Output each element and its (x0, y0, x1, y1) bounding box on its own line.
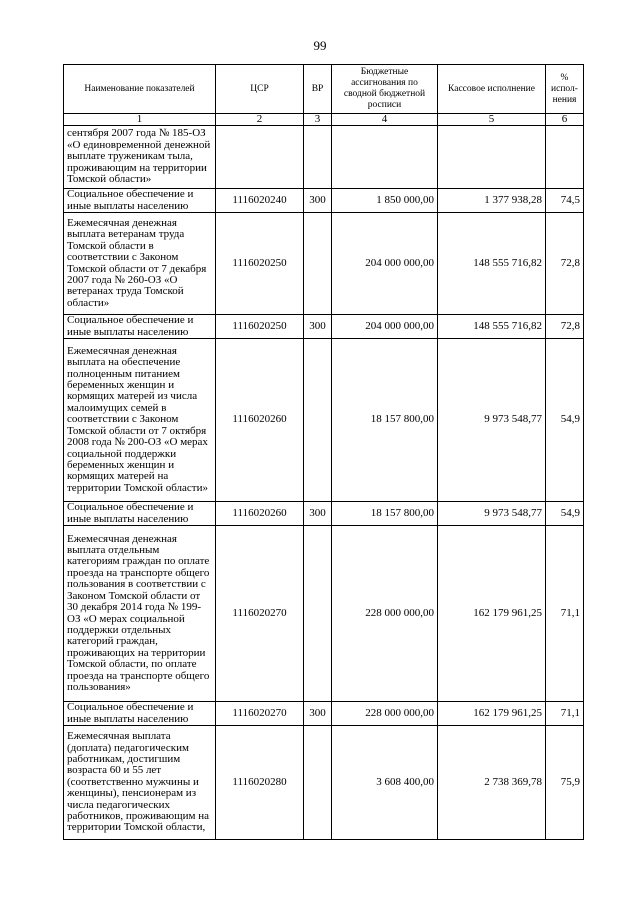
row-execution: 148 555 716,82 (438, 213, 546, 315)
row-assignments: 228 000 000,00 (332, 526, 438, 702)
row-execution: 148 555 716,82 (438, 315, 546, 339)
row-vr: 300 (304, 315, 332, 339)
header-vr: ВР (304, 65, 332, 114)
row-execution: 2 738 369,78 (438, 726, 546, 840)
row-vr (304, 126, 332, 189)
row-name: Социальное обеспечение и иные выплаты населению (64, 315, 216, 339)
col-number: 3 (304, 114, 332, 126)
row-csr (216, 126, 304, 189)
row-execution: 162 179 961,25 (438, 702, 546, 726)
row-percent: 71,1 (546, 526, 584, 702)
row-assignments: 18 157 800,00 (332, 502, 438, 526)
row-assignments: 3 608 400,00 (332, 726, 438, 840)
table-row (64, 315, 584, 339)
table-row (64, 526, 584, 702)
col-number: 1 (64, 114, 216, 126)
row-assignments: 204 000 000,00 (332, 213, 438, 315)
row-execution: 1 377 938,28 (438, 189, 546, 213)
row-csr: 1116020270 (216, 526, 304, 702)
column-number-row (64, 114, 584, 126)
row-name: Ежемесячная денежная выплата отдельным категориям граждан по оплате проезда на транспорте общего пользования в соответствии с Законом Томской области от 30 декабря 2014 года № 199-ОЗ «О мерах социальной поддержки отдельных категорий граждан, проживающих на территории Томской области, по оплате проезда на транспорте общего пользования» (64, 526, 216, 702)
header-assignments: Бюджетные ассигнования по сводной бюджетной росписи (332, 65, 438, 114)
col-number: 5 (438, 114, 546, 126)
row-assignments: 18 157 800,00 (332, 339, 438, 502)
page-number: 99 (313, 38, 327, 53)
table-row (64, 726, 584, 840)
table-row (64, 126, 584, 189)
header-csr: ЦСР (216, 65, 304, 114)
row-vr (304, 726, 332, 840)
row-name: Социальное обеспечение и иные выплаты населению (64, 189, 216, 213)
col-number: 6 (546, 114, 584, 126)
row-csr: 1116020270 (216, 702, 304, 726)
row-csr: 1116020240 (216, 189, 304, 213)
row-csr: 1116020250 (216, 213, 304, 315)
header-name: Наименование показателей (64, 65, 216, 114)
row-percent (546, 126, 584, 189)
row-vr: 300 (304, 502, 332, 526)
table-row (64, 702, 584, 726)
row-csr: 1116020260 (216, 502, 304, 526)
row-percent: 71,1 (546, 702, 584, 726)
row-csr: 1116020280 (216, 726, 304, 840)
row-percent: 54,9 (546, 339, 584, 502)
row-csr: 1116020250 (216, 315, 304, 339)
budget-table (63, 64, 584, 840)
table-row (64, 339, 584, 502)
row-execution: 9 973 548,77 (438, 502, 546, 526)
row-execution: 9 973 548,77 (438, 339, 546, 502)
row-vr (304, 339, 332, 502)
row-assignments: 228 000 000,00 (332, 702, 438, 726)
table-row (64, 502, 584, 526)
row-percent: 75,9 (546, 726, 584, 840)
row-name: Ежемесячная выплата (доплата) педагогическим работникам, достигшим возраста 60 и 55 лет (соответственно мужчины и женщины), пенсионерам из числа педагогических работников, проживающим на территории Томской области, (64, 726, 216, 840)
row-assignments (332, 126, 438, 189)
col-number: 4 (332, 114, 438, 126)
row-name: Социальное обеспечение и иные выплаты населению (64, 502, 216, 526)
row-execution: 162 179 961,25 (438, 526, 546, 702)
row-percent: 72,8 (546, 315, 584, 339)
row-percent: 74,5 (546, 189, 584, 213)
row-csr: 1116020260 (216, 339, 304, 502)
table-row (64, 213, 584, 315)
row-percent: 72,8 (546, 213, 584, 315)
header-execution: Кассовое исполнение (438, 65, 546, 114)
row-vr (304, 526, 332, 702)
col-number: 2 (216, 114, 304, 126)
row-vr: 300 (304, 189, 332, 213)
row-execution (438, 126, 546, 189)
row-assignments: 1 850 000,00 (332, 189, 438, 213)
row-name: Ежемесячная денежная выплата ветеранам труда Томской области в соответствии с Законом Томской области от 7 декабря 2007 года № 260-ОЗ «О ветеранах труда Томской области» (64, 213, 216, 315)
row-name: сентября 2007 года № 185-ОЗ «О единовременной денежной выплате труженикам тыла, проживающим на территории Томской области» (64, 126, 216, 189)
table-row (64, 189, 584, 213)
row-vr: 300 (304, 702, 332, 726)
table-header-row (64, 65, 584, 114)
header-percent: % испол-нения (546, 65, 584, 114)
row-name: Социальное обеспечение и иные выплаты населению (64, 702, 216, 726)
row-assignments: 204 000 000,00 (332, 315, 438, 339)
row-vr (304, 213, 332, 315)
row-name: Ежемесячная денежная выплата на обеспечение полноценным питанием беременных женщин и кормящих матерей из числа малоимущих семей в соответствии с Законом Томской области от 7 октября 2008 года № 200-ОЗ «О мерах социальной поддержки беременных женщин и кормящих матерей на территории Томской области» (64, 339, 216, 502)
row-percent: 54,9 (546, 502, 584, 526)
